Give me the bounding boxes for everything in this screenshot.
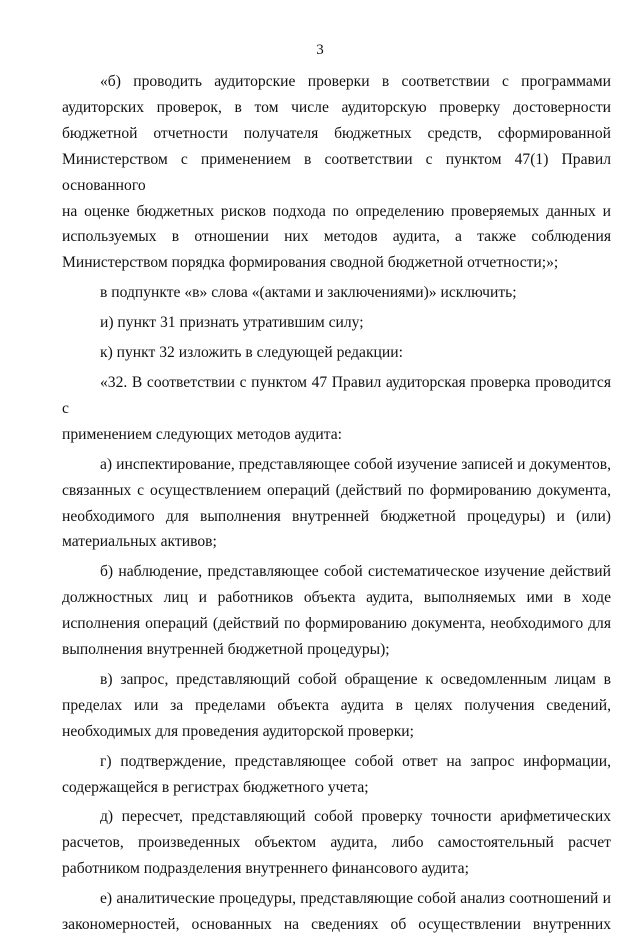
paragraph: [62, 804, 611, 882]
text-line: на оценке бюджетных рисков подхода по определению проверяемых данных и: [62, 202, 611, 220]
text-line: к) пункт 32 изложить в следующей редакции:: [100, 344, 403, 362]
text-line: материальных активов;: [62, 533, 217, 551]
text-line: исполнения операций (действий по формированию документа, необходимого для: [62, 615, 611, 633]
text-line: «32. В соответствии с пунктом 47 Правил аудиторская проверка проводится с: [62, 373, 611, 417]
paragraph: [62, 749, 611, 801]
paragraph: [62, 370, 611, 448]
text-line: работником подразделения внутреннего финансового аудита;: [62, 860, 469, 878]
document-body: [62, 69, 611, 938]
text-line: «б) проводить аудиторские проверки в соответствии с программами: [100, 73, 611, 90]
paragraph: [62, 340, 611, 366]
text-line: закономерностей, основанных на сведениях об осуществлении внутренних: [62, 916, 611, 934]
paragraph: [62, 280, 611, 306]
text-line: бюджетной отчетности получателя бюджетных средств, сформированной: [62, 124, 611, 142]
text-line: необходимого для выполнения внутренней бюджетной процедуры) и (или): [62, 507, 611, 525]
text-line: связанных с осуществлением операций (действий по формированию документа,: [62, 481, 611, 499]
text-line: г) подтверждение, представляющее собой ответ на запрос информации,: [100, 752, 611, 770]
text-line: выполнения внутренней бюджетной процедуры);: [62, 641, 390, 659]
text-line: применением следующих методов аудита:: [62, 425, 342, 443]
paragraph: [62, 886, 611, 938]
text-line: д) пересчет, представляющий собой проверку точности арифметических: [100, 808, 611, 826]
text-line: необходимых для проведения аудиторской проверки;: [62, 722, 414, 740]
text-line: используемых в отношении них методов аудита, а также соблюдения: [62, 228, 611, 246]
text-line: в подпункте «в» слова «(актами и заключениями)» исключить;: [100, 284, 517, 302]
text-line: е) аналитические процедуры, представляющие собой анализ соотношений и: [100, 890, 611, 908]
text-line: содержащейся в регистрах бюджетного учета;: [62, 778, 369, 796]
paragraph: [62, 310, 611, 336]
text-line: аудиторских проверок, в том числе аудиторскую проверку достоверности: [62, 98, 611, 116]
page-number: 3: [316, 42, 324, 58]
text-line: а) инспектирование, представляющее собой изучение записей и документов,: [100, 455, 611, 473]
text-line: б) наблюдение, представляющее собой систематическое изучение действий: [100, 563, 611, 581]
text-line: Министерством порядка формирования сводной бюджетной отчетности;»;: [62, 254, 559, 272]
text-line: Министерством с применением в соответствии с пунктом 47(1) Правил основанного: [62, 150, 611, 194]
paragraph: [62, 452, 611, 556]
text-line: должностных лиц и работников объекта аудита, выполняемых ими в ходе: [62, 589, 611, 607]
paragraph: [62, 69, 611, 276]
paragraph: [62, 559, 611, 663]
text-line: в) запрос, представляющий собой обращение к осведомленным лицам в: [100, 670, 611, 688]
text-line: пределах или за пределами объекта аудита в целях получения сведений,: [62, 696, 611, 714]
text-line: и) пункт 31 признать утратившим силу;: [100, 314, 364, 332]
paragraph: [62, 667, 611, 745]
text-line: расчетов, произведенных объектом аудита, либо самостоятельный расчет: [62, 834, 611, 852]
